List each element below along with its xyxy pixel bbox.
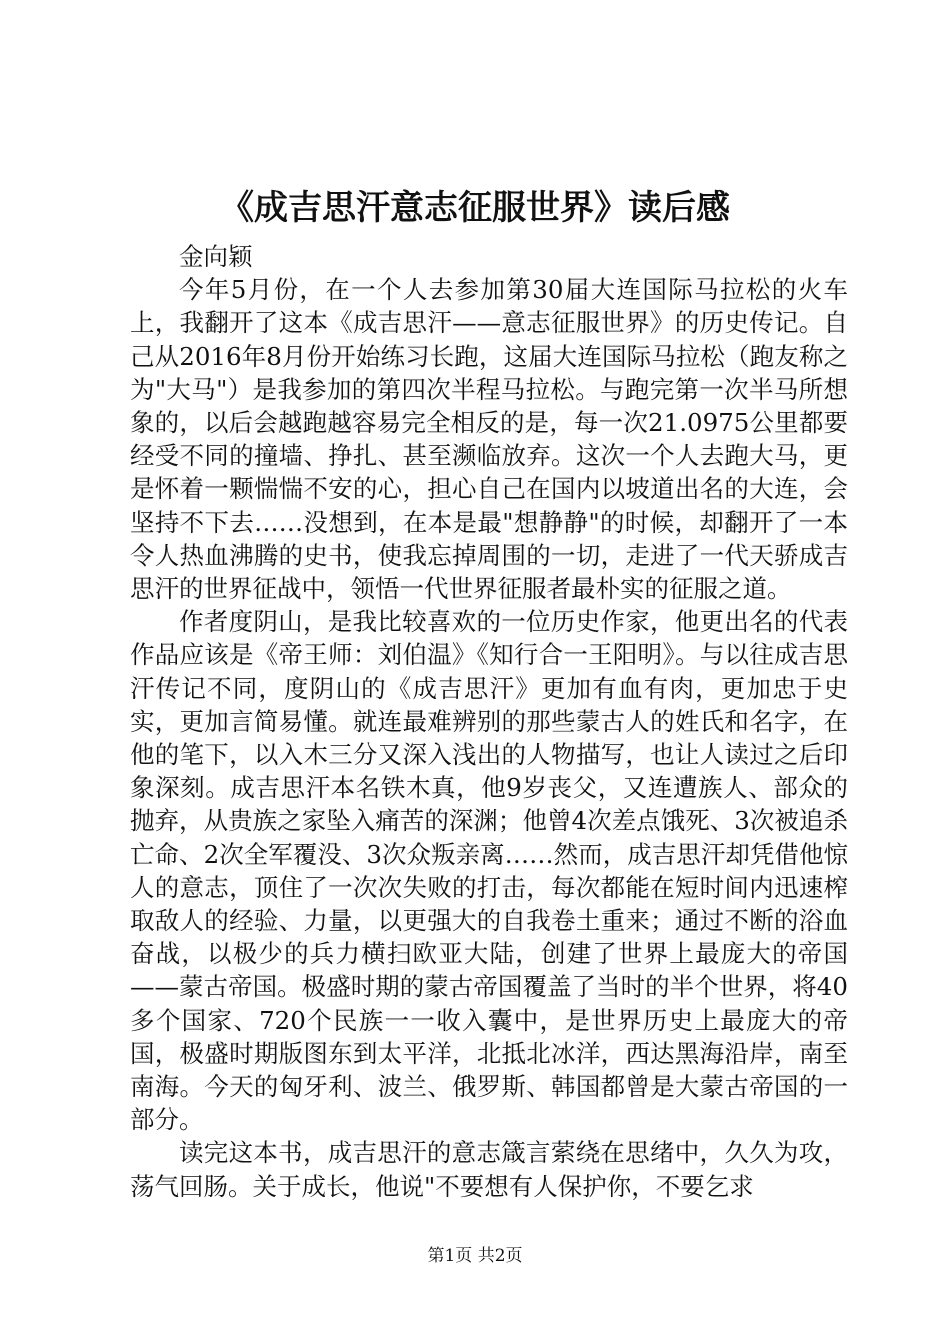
paragraph: 作者度阴山，是我比较喜欢的一位历史作家，他更出名的代表作品应该是《帝王师：刘伯温》《知行合一王阳明》。与以往成吉思汗传记不同，度阴山的《成吉思汗》更加有血有肉，更加忠于史实，更加言简易懂。就连最难辨别的那些蒙古人的姓氏和名字，在他的笔下，以入木三分又深入浅出的人物描写，也让人读过之后印象深刻。成吉思汗本名铁木真，他9岁丧父，又连遭族人、部众的抛弃，从贵族之家坠入痛苦的深渊；他曾4次差点饿死、3次被追杀亡命、2次全军覆没、3次众叛亲离……然而，成吉思汗却凭借他惊人的意志，顶住了一次次失败的打击，每次都能在短时间内迅速榨取敌人的经验、力量，以更强大的自我卷土重来；通过不断的浴血奋战，以极少的兵力横扫欧亚大陆，创建了世界上最庞大的帝国——蒙古帝国。极盛时期的蒙古帝国覆盖了当时的半个世界，将40多个国家、720个民族一一收入囊中，是世界历史上最庞大的帝国，极盛时期版图东到太平洋，北抵北冰洋，西达黑海沿岸，南至南海。今天的匈牙利、波兰、俄罗斯、韩国都曾是大蒙古帝国的一部分。: [130, 607, 848, 1135]
author-name: 金向颖: [179, 242, 253, 271]
paragraph: 读完这本书，成吉思汗的意志箴言萦绕在思绪中，久久为攻，荡气回肠。关于成长，他说"不要想有人保护你，不要乞求: [130, 1138, 848, 1201]
document-body: [130, 240, 848, 1203]
document-title: 《成吉思汗意志征服世界》读后感: [220, 188, 730, 228]
page-footer: 第1页 共2页: [427, 1246, 523, 1266]
paragraph: 今年5月份，在一个人去参加第30届大连国际马拉松的火车上，我翻开了这本《成吉思汗——意志征服世界》的历史传记。自己从2016年8月份开始练习长跑，这届大连国际马拉松（跑友称之为"大马"）是我参加的第四次半程马拉松。与跑完第一次半马所想象的，以后会越跑越容易完全相反的是，每一次21.0975公里都要经受不同的撞墙、挣扎、甚至濒临放弃。这次一个人去跑大马，更是怀着一颗惴惴不安的心，担心自己在国内以坡道出名的大连，会坚持不下去……没想到，在本是最"想静静"的时候，却翻开了一本令人热血沸腾的史书，使我忘掉周围的一切，走进了一代天骄成吉思汗的世界征战中，领悟一代世界征服者最朴实的征服之道。: [130, 275, 848, 604]
